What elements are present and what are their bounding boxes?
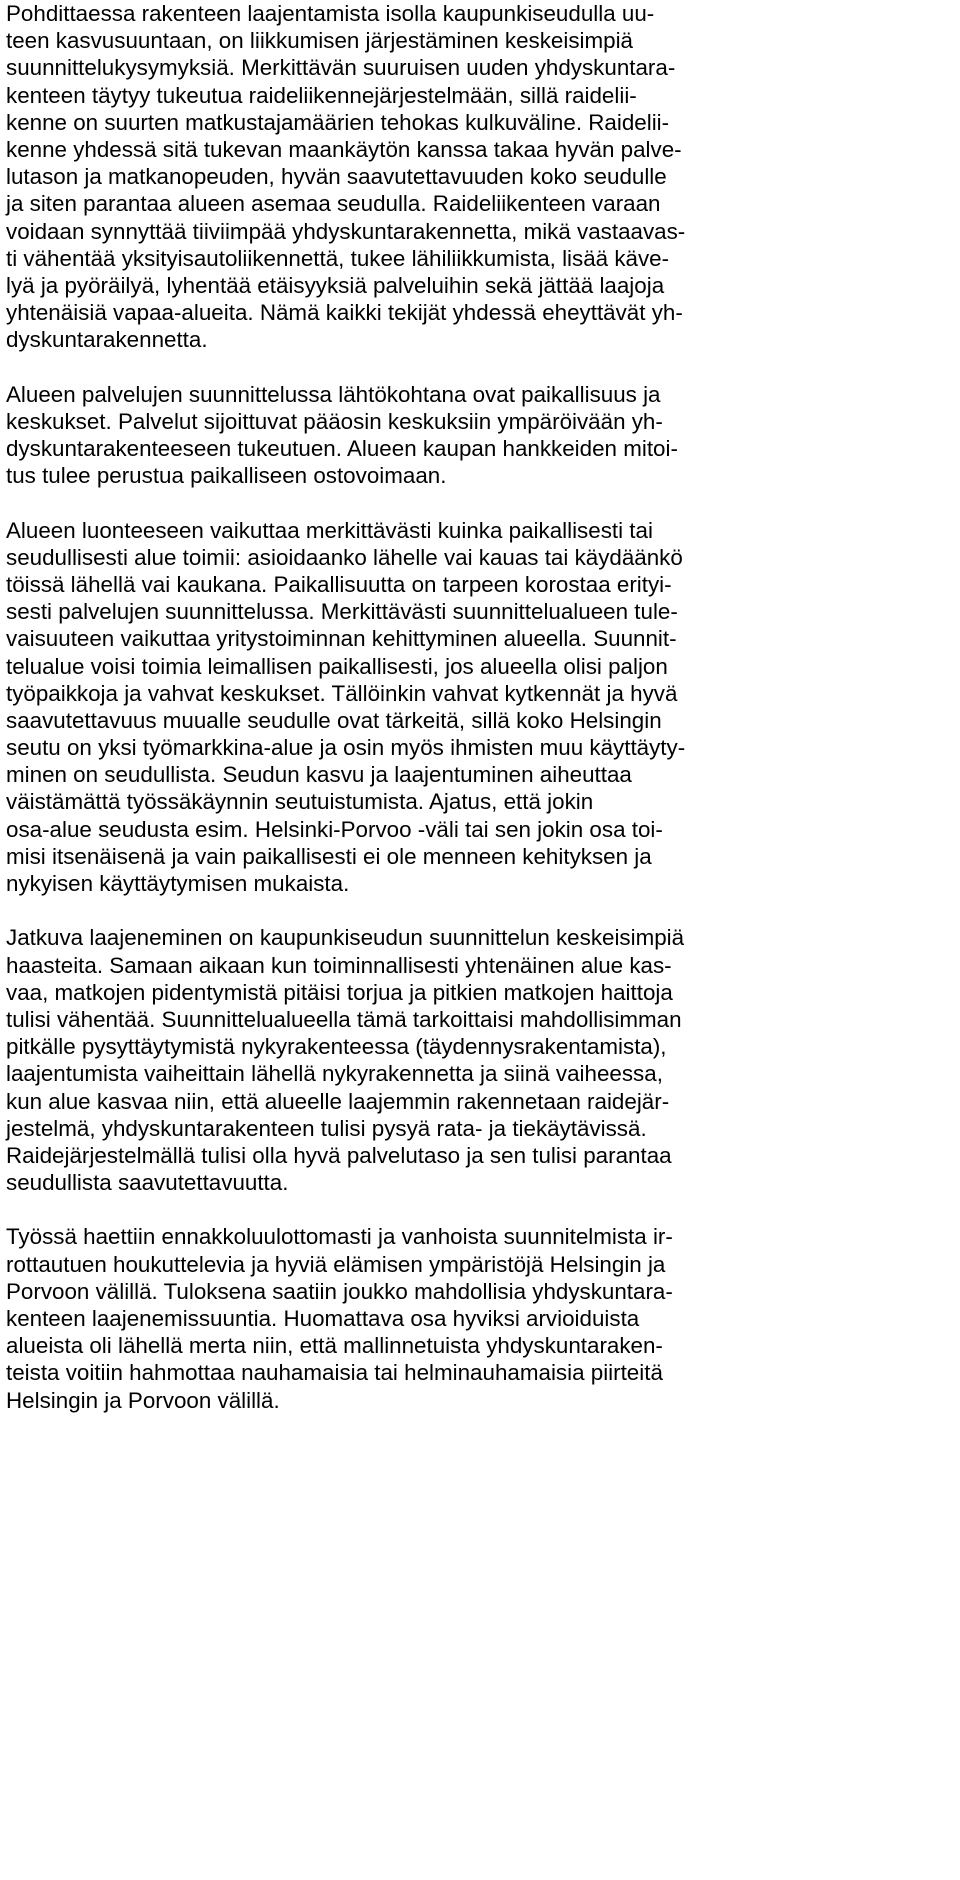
text-line: dyskuntarakennetta. <box>6 327 208 353</box>
text-line: jestelmä, yhdyskuntarakenteen tulisi pysyä rata- ja tiekäytävissä. <box>6 1115 647 1141</box>
paragraph-gap <box>6 489 956 516</box>
text-line: laajentumista vaiheittain lähellä nykyrakennetta ja siinä vaiheessa, <box>6 1061 663 1087</box>
text-line: kun alue kasvaa niin, että alueelle laajemmin rakennetaan raidejär- <box>6 1088 670 1114</box>
text-line: osa-alue seudusta esim. Helsinki-Porvoo -väli tai sen jokin osa toi- <box>6 816 663 842</box>
text-line: minen on seudullista. Seudun kasvu ja laajentuminen aiheuttaa <box>6 762 632 788</box>
text-line: misi itsenäisenä ja vain paikallisesti ei ole menneen kehityksen ja <box>6 843 652 869</box>
text-line: Työssä haettiin ennakkoluulottomasti ja vanhoista suunnitelmista ir- <box>6 1224 673 1250</box>
text-line: nykyisen käyttäytymisen mukaista. <box>6 871 350 896</box>
text-line: töissä lähellä vai kaukana. Paikallisuutta on tarpeen korostaa erityi- <box>6 571 672 597</box>
text-line: Alueen palvelujen suunnittelussa lähtökohtana ovat paikallisuus ja <box>6 381 661 407</box>
text-line: suunnittelukysymyksiä. Merkittävän suuruisen uuden yhdyskuntara- <box>6 55 676 81</box>
text-line: saavutettavuus muualle seudulle ovat tärkeitä, sillä koko Helsingin <box>6 707 662 733</box>
paragraph-gap <box>6 897 956 924</box>
text-line: seudullista saavutettavuutta. <box>6 1170 289 1196</box>
paragraph <box>6 517 956 898</box>
text-line: Pohdittaessa rakenteen laajentamista isolla kaupunkiseudulla uu- <box>6 1 655 26</box>
text-line: kenteen laajenemissuuntia. Huomattava osa hyviksi arvioiduista <box>6 1306 640 1331</box>
text-line: dyskuntarakenteeseen tukeutuen. Alueen kaupan hankkeiden mitoi- <box>6 436 678 461</box>
text-line: vaisuuteen vaikuttaa yritystoiminnan kehittyminen alueella. Suunnit- <box>6 626 677 652</box>
text-line: yhtenäisiä vapaa-alueita. Nämä kaikki tekijät yhdessä eheyttävät yh- <box>6 300 683 326</box>
text-line: Helsingin ja Porvoon välillä. <box>6 1387 280 1413</box>
paragraph <box>6 0 956 353</box>
text-line: kenne on suurten matkustajamäärien tehokas kulkuväline. Raidelii- <box>6 109 670 135</box>
text-line: ti vähentää yksityisautoliikennettä, tukee lähiliikkumista, lisää käve- <box>6 245 670 271</box>
text-line: tus tulee perustua paikalliseen ostovoimaan. <box>6 463 447 489</box>
text-line: Alueen luonteeseen vaikuttaa merkittävästi kuinka paikallisesti tai <box>6 517 653 543</box>
text-line: työpaikkoja ja vahvat keskukset. Tällöinkin vahvat kytkennät ja hyvä <box>6 680 678 706</box>
paragraph <box>6 924 956 1196</box>
text-line: seutu on yksi työmarkkina-alue ja osin myös ihmisten muu käyttäyty- <box>6 735 686 761</box>
text-line: haasteita. Samaan aikaan kun toiminnallisesti yhtenäinen alue kas- <box>6 952 672 978</box>
text-line: lutason ja matkanopeuden, hyvän saavutettavuuden koko seudulle <box>6 164 667 190</box>
text-line: teista voitiin hahmottaa nauhamaisia tai helminauhamaisia piirteitä <box>6 1360 663 1386</box>
paragraph-gap <box>6 1196 956 1223</box>
text-line: Porvoon välillä. Tuloksena saatiin joukko mahdollisia yhdyskuntara- <box>6 1278 673 1304</box>
text-line: telualue voisi toimia leimallisen paikallisesti, jos alueella olisi paljon <box>6 653 668 679</box>
text-line: väistämättä työssäkäynnin seutuistumista. Ajatus, että jokin <box>6 789 594 815</box>
text-line: Raidejärjestelmällä tulisi olla hyvä palvelutaso ja sen tulisi parantaa <box>6 1142 672 1168</box>
text-line: voidaan synnyttää tiiviimpää yhdyskuntarakennetta, mikä vastaavas- <box>6 218 686 244</box>
paragraph <box>6 381 956 490</box>
text-line: lyä ja pyöräilyä, lyhentää etäisyyksiä palveluihin sekä jättää laajoja <box>6 272 665 298</box>
text-line: pitkälle pysyttäytymistä nykyrakenteessa (täydennysrakentamista), <box>6 1034 667 1060</box>
text-line: seudullisesti alue toimii: asioidaanko lähelle vai kauas tai käydäänkö <box>6 544 683 570</box>
text-line: teen kasvusuuntaan, on liikkumisen järjestäminen keskeisimpiä <box>6 28 634 54</box>
paragraph-gap <box>6 353 956 380</box>
text-line: tulisi vähentää. Suunnittelualueella tämä tarkoittaisi mahdollisimman <box>6 1006 682 1032</box>
paragraph <box>6 1223 956 1413</box>
text-line: kenteen täytyy tukeutua raideliikennejärjestelmään, sillä raidelii- <box>6 82 637 108</box>
text-line: alueista oli lähellä merta niin, että mallinnetuista yhdyskuntaraken- <box>6 1333 663 1359</box>
text-line: ja siten parantaa alueen asemaa seudulla. Raideliikenteen varaan <box>6 191 661 217</box>
text-line: kenne yhdessä sitä tukevan maankäytön kanssa takaa hyvän palve- <box>6 136 682 162</box>
text-line: rottautuen houkuttelevia ja hyviä elämisen ympäristöjä Helsingin ja <box>6 1251 666 1277</box>
text-line: keskukset. Palvelut sijoittuvat pääosin keskuksiin ympäröivään yh- <box>6 408 663 434</box>
text-line: vaa, matkojen pidentymistä pitäisi torjua ja pitkien matkojen haittoja <box>6 979 673 1005</box>
document-page <box>6 0 956 1414</box>
text-line: Jatkuva laajeneminen on kaupunkiseudun suunnittelun keskeisimpiä <box>6 925 685 951</box>
text-line: sesti palvelujen suunnittelussa. Merkittävästi suunnittelualueen tule- <box>6 599 678 625</box>
